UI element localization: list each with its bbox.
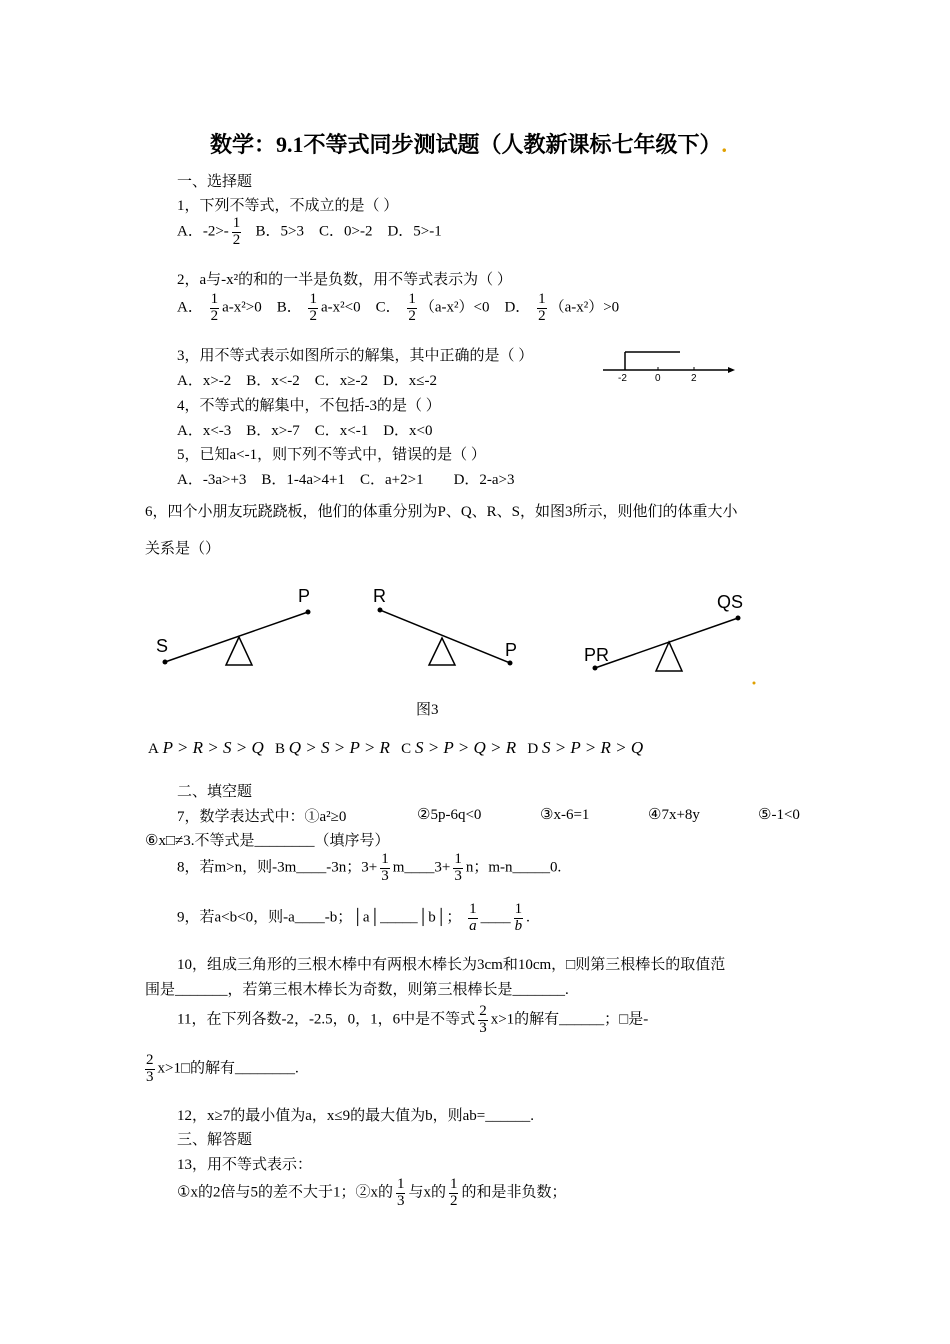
figure-caption: 图3: [416, 702, 439, 718]
q10-line2: 围是_______，若第三根木棒长为奇数，则第三根棒长是_______.: [145, 982, 569, 998]
tick-label-0: 0: [655, 373, 661, 384]
q11-line2: $\frac{2}{3}$ x>1□的解有________.: [146, 1052, 299, 1085]
number-line-figure: [598, 348, 738, 384]
seesaw1-right-label: P: [298, 586, 311, 606]
q3-stem: 3，用不等式表示如图所示的解集，其中正确的是（ ）: [177, 348, 534, 364]
q13-item: ①x的2倍与5的差不大于1；②x的 $\frac{1}{3}$ 与x的 $\frac{1}{2}$ 的和是非负数；: [177, 1176, 567, 1209]
seesaw3-fulcrum: [656, 642, 682, 671]
q11-line1: 11，在下列各数-2，-2.5，0，1，6中是不等式 $\frac{2}{3}$ x>1的解有______；□是-: [177, 1003, 649, 1036]
q2-stem: 2，a与-x²的和的一半是负数，用不等式表示为（ ）: [177, 272, 512, 288]
seesaw3-right-label: QS: [717, 592, 744, 612]
q12: 12，x≥7的最小值为a，x≤9的最大值为b，则ab=______.: [177, 1108, 534, 1124]
q2-options: A． $\frac{1}{2}$ a-x²>0 B． $\frac{1}{2}$ a-x²<0 C． $\frac{1}{2}$ （a-x²）<0 D． $\frac{1}{2}$ （a-x²）>0: [177, 291, 620, 324]
q7-expr-3: ③x-6=1: [540, 807, 590, 823]
seesaw3-board: [595, 618, 738, 668]
q13-stem: 13，用不等式表示：: [177, 1157, 313, 1173]
q7-expr-5: ⑤-1<0: [758, 807, 800, 823]
tick-label-neg2: -2: [618, 373, 627, 384]
q3-options: A．x>-2 B．x<-2 C．x≥-2 D．x≤-2: [177, 373, 438, 389]
section-choice-heading: 一、选择题: [177, 174, 253, 190]
tick-label-2: 2: [691, 373, 697, 384]
q5-options: A．-3a>+3 B．1-4a>4+1 C．a+2>1 D．2-a>3: [177, 472, 515, 488]
seesaw2-fulcrum: [429, 638, 455, 665]
q7-expr-1: 7，数学表达式中：①a²≥0: [177, 809, 347, 825]
seesaw1-fulcrum: [226, 637, 252, 665]
seesaw3-left-label: PR: [584, 645, 610, 665]
seesaw1-board: [165, 612, 308, 662]
q7-line2: ⑥x□≠3.不等式是________（填序号）: [145, 833, 390, 849]
q5-stem: 5，已知a<-1，则下列不等式中，错误的是（ ）: [177, 447, 486, 463]
q9: 9，若a<b<0，则-a____-b；│a│_____│b│； $\frac{1}{a}$ ____ $\frac{1}{b}$ .: [177, 901, 530, 934]
page-title: 数学：9.1不等式同步测试题（人教新课标七年级下）.: [210, 132, 728, 157]
q4-stem: 4，不等式的解集中，不包括-3的是（ ）: [177, 398, 441, 414]
q7-expr-4: ④7x+8y: [648, 807, 700, 823]
seesaw2-right-label: P: [505, 640, 518, 660]
seesaw2-board: [380, 610, 510, 663]
section-answer-heading: 三、解答题: [177, 1132, 253, 1148]
q1-stem: 1，下列不等式，不成立的是（ ）: [177, 198, 399, 214]
fraction: $\frac{1}{2}$: [232, 215, 241, 248]
axis-arrow: [728, 367, 735, 373]
q6-line1: 6，四个小朋友玩跷跷板，他们的体重分别为P、Q、R、S，如图3所示，则他们的体重大小: [145, 504, 738, 520]
q8: 8，若m>n，则-3m____-3n；3+ $\frac{1}{3}$ m____3+ $\frac{1}{3}$ n；m-n_____0.: [177, 851, 562, 884]
section-fill-heading: 二、填空题: [177, 784, 253, 800]
q7-expr-2: ②5p-6q<0: [417, 807, 482, 823]
q4-options: A．x<-3 B．x>-7 C．x<-1 D．x<0: [177, 423, 433, 439]
decorative-dot: .: [721, 132, 728, 157]
seesaw-figure: [140, 580, 780, 690]
q6-options: A P > R > S > Q B Q > S > P > R C S > P > Q > R D S > P > R > Q: [148, 738, 644, 757]
seesaw2-left-label: R: [373, 586, 386, 606]
q6-line2: 关系是（）: [145, 541, 221, 557]
seesaw1-left-label: S: [156, 636, 169, 656]
q10-line1: 10，组成三角形的三根木棒中有两根木棒长为3cm和10cm，□则第三根棒长的取值范: [177, 957, 726, 973]
q1-options: A．-2>- $\frac{1}{2}$ B．5>3 C．0>-2 D．5>-1: [177, 215, 442, 248]
